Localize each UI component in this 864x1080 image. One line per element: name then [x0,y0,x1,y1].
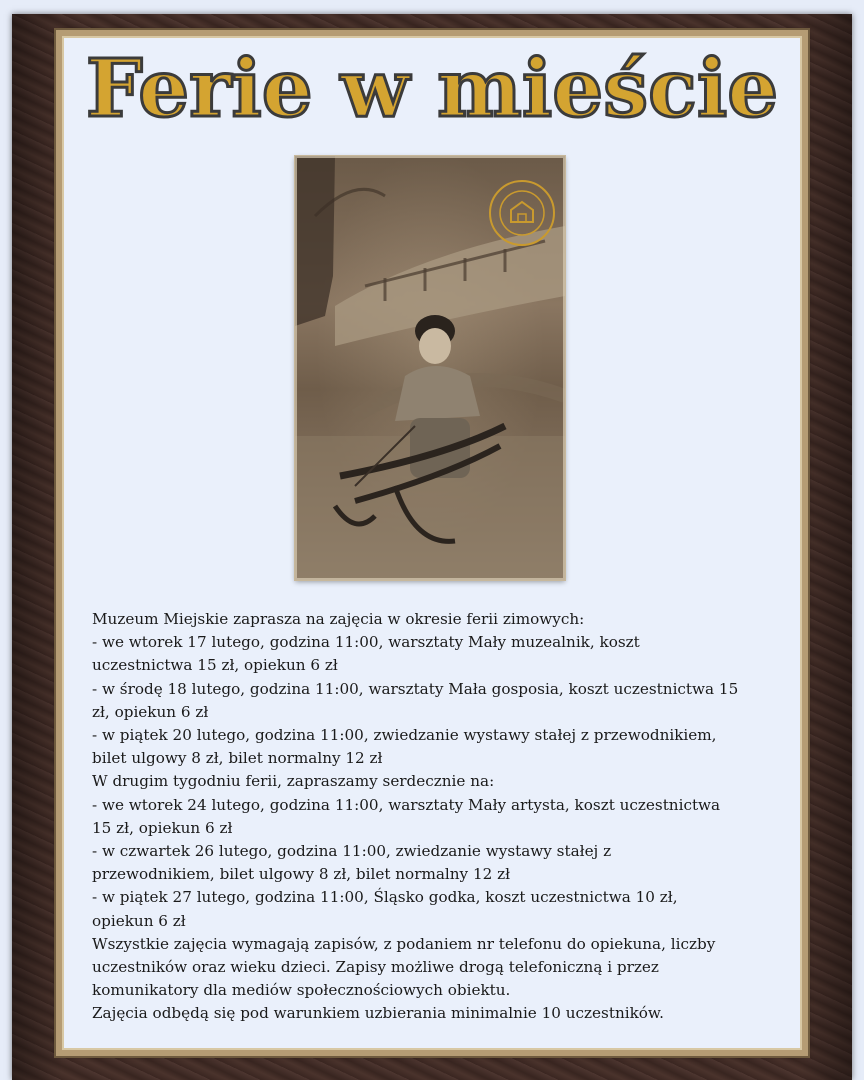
text-line: - we wtorek 24 lutego, godzina 11:00, warsztaty Mały artysta, koszt uczestnictwa [92,795,721,814]
text-line: bilet ulgowy 8 zł, bilet normalny 12 zł [92,749,383,768]
text-line: uczestników oraz wieku dzieci. Zapisy możliwe drogą telefoniczną i przez [92,958,659,977]
text-line: - w czwartek 26 lutego, godzina 11:00, zwiedzanie wystawy stałej z [92,842,612,861]
vintage-photo-child-on-sled [295,156,565,580]
text-line: zł, opiekun 6 zł [92,702,209,721]
text-line: komunikatory dla mediów społecznościowych obiektu. [92,981,511,1000]
text-line: - w piątek 27 lutego, godzina 11:00, Śląsko godka, koszt uczestnictwa 10 zł, [92,888,678,907]
text-line: 15 zł, opiekun 6 zł [92,818,233,837]
text-line: uczestnictwa 15 zł, opiekun 6 zł [92,656,338,675]
text-line: Wszystkie zajęcia wymagają zapisów, z podaniem nr telefonu do opiekuna, liczby [92,934,716,953]
museum-stamp-icon [487,178,557,248]
text-line: W drugim tygodniu ferii, zapraszamy serdecznie na: [92,772,495,791]
text-line: - w środę 18 lutego, godzina 11:00, warsztaty Mała gosposia, koszt uczestnictwa 15 [92,679,739,698]
event-description [92,608,792,1026]
text-line: Zajęcia odbędą się pod warunkiem uzbierania minimalnie 10 uczestników. [92,1004,664,1023]
poster-title: Ferie w mieście [85,41,779,135]
text-line: opiekun 6 zł [92,911,186,930]
text-line: - we wtorek 17 lutego, godzina 11:00, warsztaty Mały muzealnik, koszt [92,633,640,652]
text-line: Muzeum Miejskie zaprasza na zajęcia w okresie ferii zimowych: [92,610,585,628]
text-line: przewodnikiem, bilet ulgowy 8 zł, bilet normalny 12 zł [92,865,511,884]
text-line: - w piątek 20 lutego, godzina 11:00, zwiedzanie wystawy stałej z przewodnikiem, [92,726,717,745]
